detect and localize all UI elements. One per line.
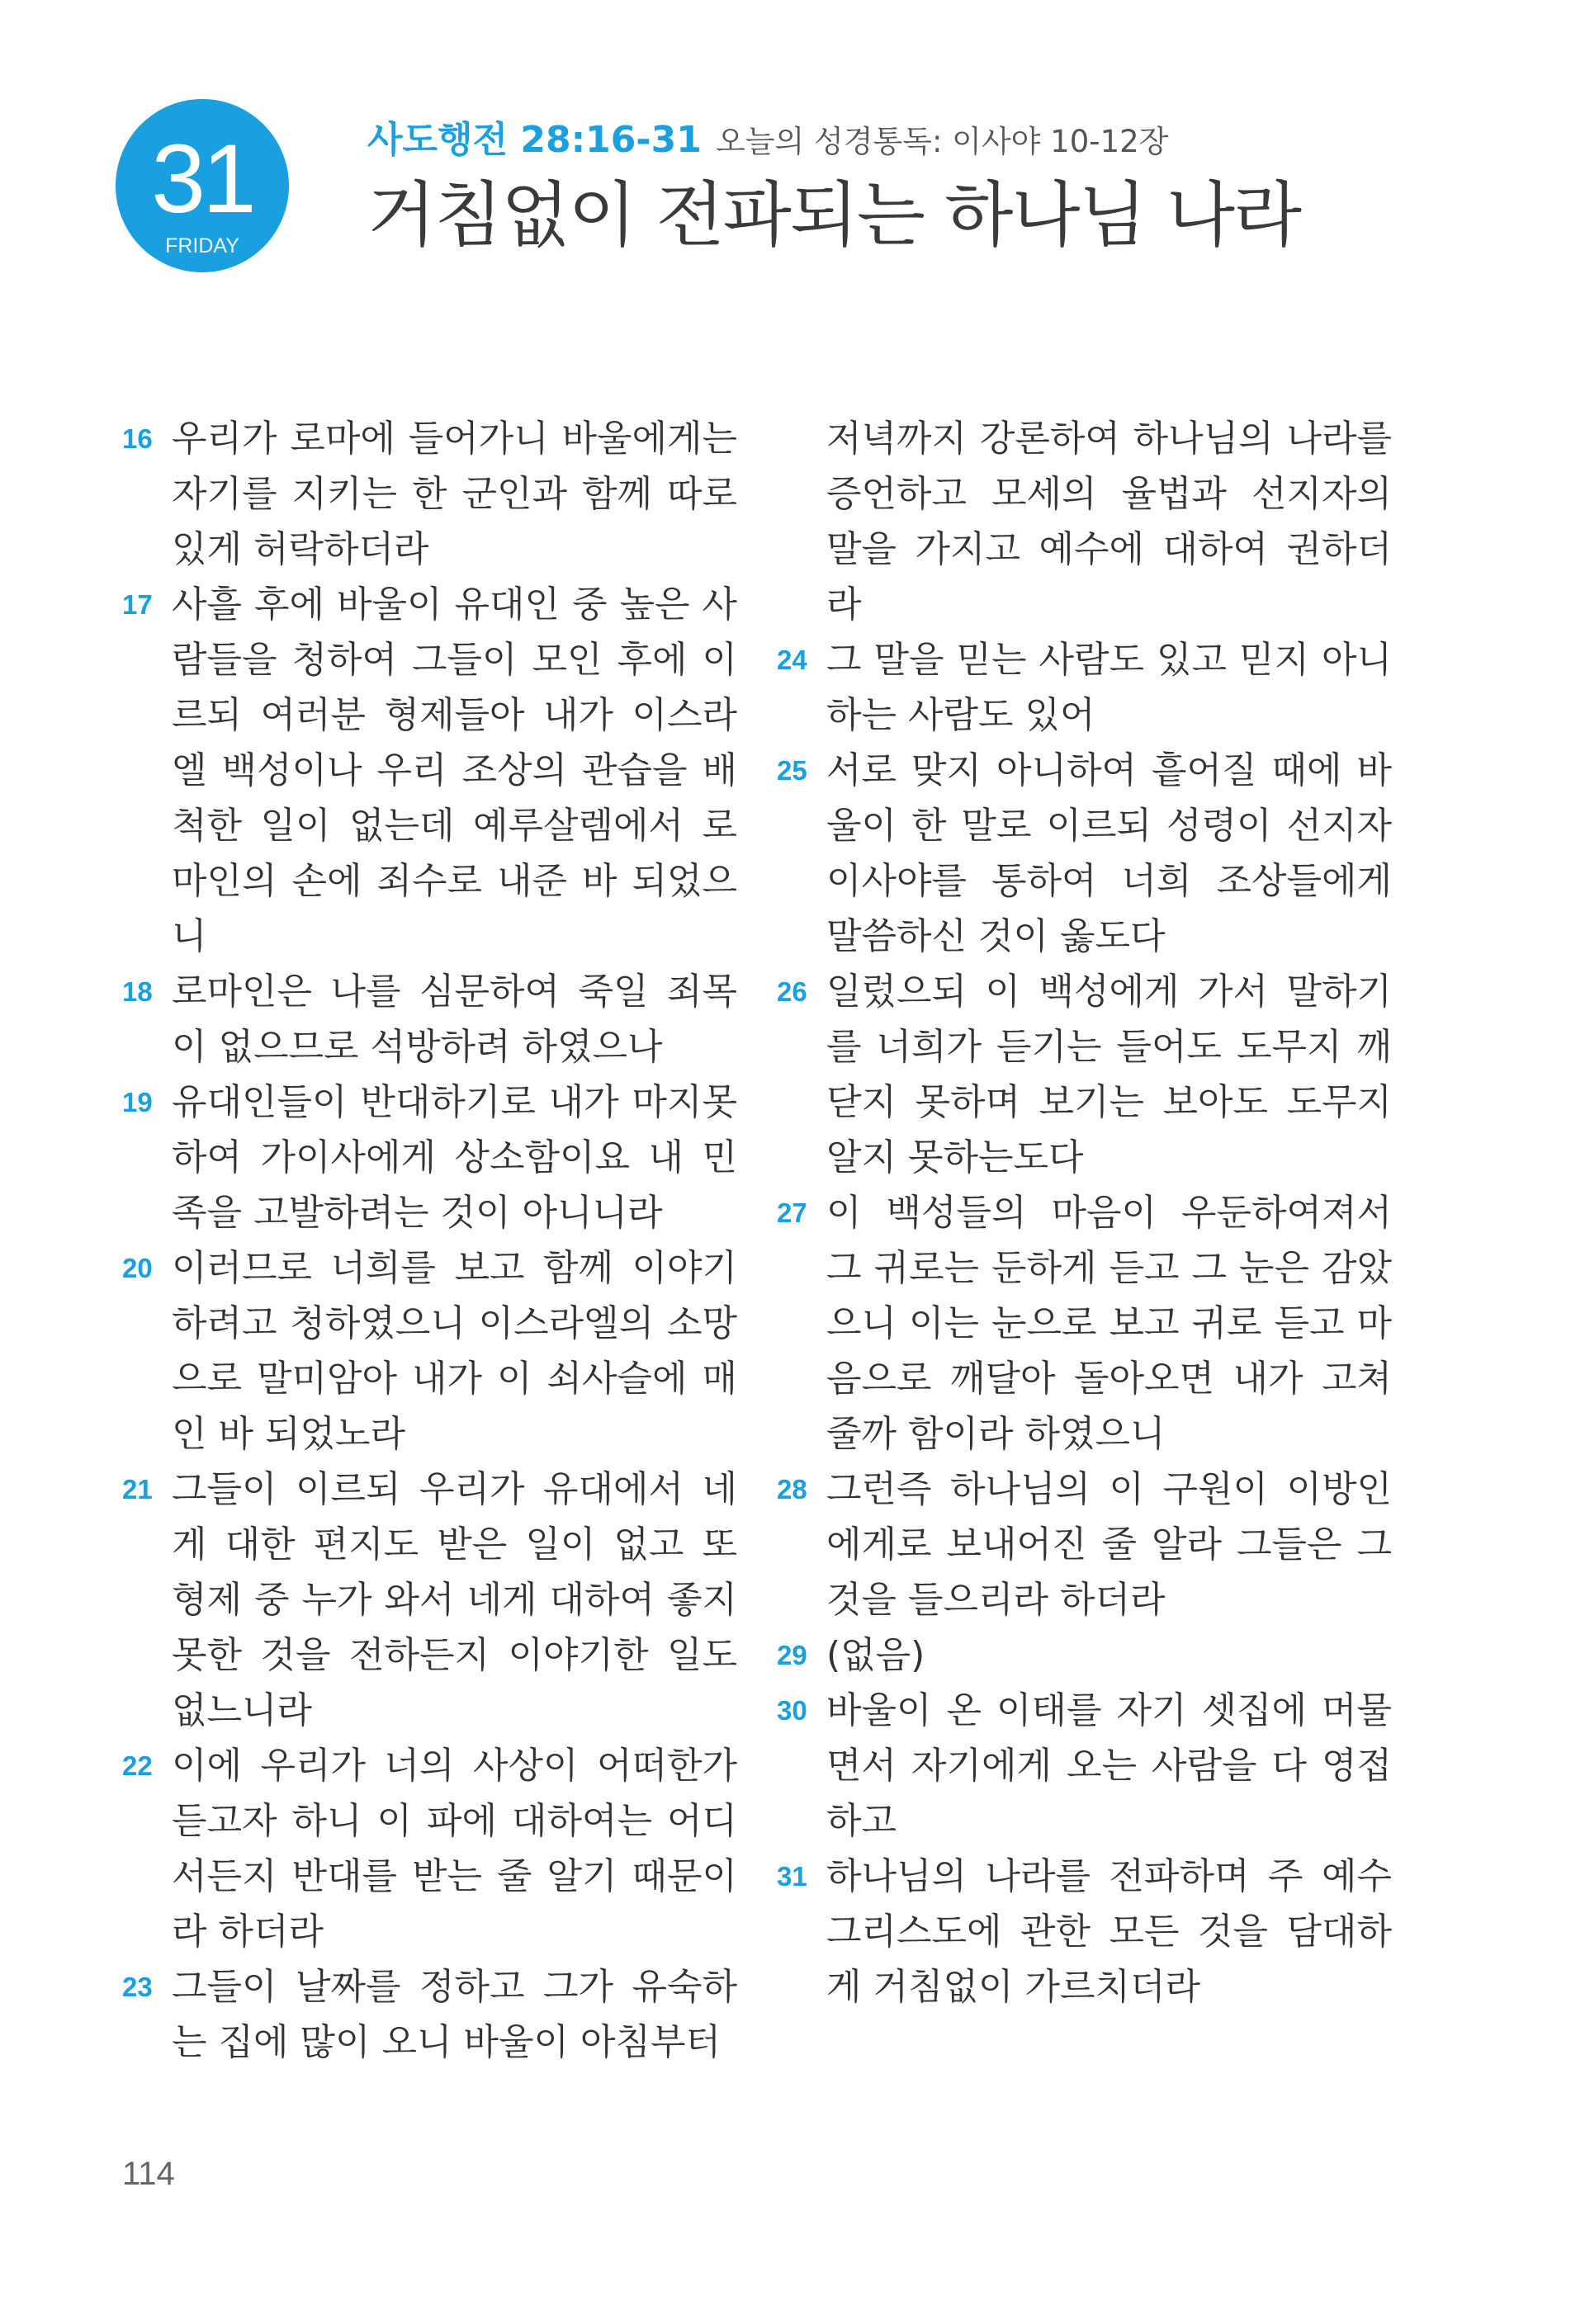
- scripture-columns: [122, 411, 1392, 2070]
- verse-text: 로마인은 나를 심문하여 죽일 죄목이 없으므로 석방하려 하였으나: [172, 971, 737, 1068]
- verse-text: (없음): [826, 1634, 925, 1676]
- verse-text: 사흘 후에 바울이 유대인 중 높은 사람들을 청하여 그들이 모인 후에 이르되 여러분 형제들아 내가 이스라엘 백성이나 우리 조상의 관습을 배척한 일이 없는데 예루살렘에서 로마인의 손에 죄수로 내준 바 되었으니: [172, 583, 737, 957]
- verse-number: 16: [122, 423, 153, 454]
- verse: [777, 964, 1392, 1185]
- verse: [777, 1627, 1392, 1683]
- verse-number: 30: [777, 1695, 807, 1726]
- verse-continuation: 저녁까지 강론하여 하나님의 나라를 증언하고 모세의 율법과 선지자의 말을 가지고 예수에 대하여 권하더라: [826, 418, 1392, 626]
- verse: [122, 1075, 737, 1240]
- verse-text: 바울이 온 이태를 자기 셋집에 머물면서 자기에게 오는 사람을 다 영접하고: [826, 1689, 1392, 1842]
- page-number: 114: [122, 2156, 175, 2192]
- date-weekday: FRIDAY: [165, 234, 239, 257]
- verse-number: 27: [777, 1197, 807, 1228]
- verse-text: 서로 맞지 아니하여 흩어질 때에 바울이 한 말로 이르되 성령이 선지자 이사야를 통하여 너희 조상들에게 말씀하신 것이 옳도다: [826, 749, 1392, 957]
- verse-text: 이 백성들의 마음이 우둔하여져서 그 귀로는 둔하게 듣고 그 눈은 감았으니 이는 눈으로 보고 귀로 듣고 마음으로 깨달아 돌아오면 내가 고쳐 줄까 함이라 하였으니: [826, 1192, 1392, 1455]
- verse-number: 19: [122, 1087, 153, 1117]
- verse: [777, 1185, 1392, 1462]
- verse-text: 그들이 이르되 우리가 유대에서 네게 대한 편지도 받은 일이 없고 또 형제 중 누가 와서 네게 대하여 좋지 못한 것을 전하든지 이야기한 일도 없느니라: [172, 1468, 737, 1731]
- verse-number: 21: [122, 1474, 153, 1504]
- verse-text: 우리가 로마에 들어가니 바울에게는 자기를 지키는 한 군인과 함께 따로 있게 허락하더라: [172, 418, 737, 570]
- verse-text: 그런즉 하나님의 이 구원이 이방인에게로 보내어진 줄 알라 그들은 그것을 들으리라 하더라: [826, 1468, 1392, 1621]
- verse-text: 일렀으되 이 백성에게 가서 말하기를 너희가 듣기는 들어도 도무지 깨닫지 못하며 보기는 보아도 도무지 알지 못하는도다: [826, 971, 1392, 1179]
- verse-text: 유대인들이 반대하기로 내가 마지못하여 가이사에게 상소함이요 내 민족을 고발하려는 것이 아니니라: [172, 1081, 737, 1234]
- verse-number: 31: [777, 1861, 807, 1892]
- verse-number: 22: [122, 1750, 153, 1781]
- verse-number: 18: [122, 976, 153, 1007]
- verse: [777, 743, 1392, 964]
- reading-plan: 오늘의 성경통독: 이사야 10-12장: [715, 124, 1169, 159]
- verse-number: 24: [777, 645, 807, 675]
- verse-number: 20: [122, 1253, 153, 1283]
- verse: [777, 1849, 1392, 2015]
- passage-reference: 사도행전 28:16-31: [367, 119, 702, 161]
- left-column: [122, 411, 737, 2070]
- verse: [777, 1462, 1392, 1627]
- passage-line: [367, 119, 1502, 161]
- verse: [122, 1462, 737, 1738]
- verse-text: 그들이 날짜를 정하고 그가 유숙하는 집에 많이 오니 바울이 아침부터: [172, 1966, 737, 2063]
- verse: [122, 1738, 737, 1959]
- verse: [122, 1959, 737, 2070]
- verse-text: 이러므로 너희를 보고 함께 이야기하려고 청하였으니 이스라엘의 소망으로 말미암아 내가 이 쇠사슬에 매인 바 되었노라: [172, 1247, 737, 1455]
- verse-number: 25: [777, 755, 807, 786]
- verse-number: 26: [777, 976, 807, 1007]
- right-column: [777, 411, 1392, 2070]
- page-header: [367, 119, 1502, 257]
- verse-number: 23: [122, 1972, 153, 2002]
- verse-text: 하나님의 나라를 전파하며 주 예수 그리스도에 관한 모든 것을 담대하게 거침없이 가르치더라: [826, 1855, 1392, 2008]
- verse-text: 이에 우리가 너의 사상이 어떠한가 듣고자 하니 이 파에 대하여는 어디서든지 반대를 받는 줄 알기 때문이라 하더라: [172, 1745, 737, 1953]
- verse-number: 28: [777, 1474, 807, 1504]
- verse-number: 29: [777, 1640, 807, 1670]
- date-day-number: 31: [151, 125, 253, 234]
- verse: [777, 632, 1392, 743]
- verse: [777, 1683, 1392, 1849]
- verse-number: 17: [122, 589, 153, 620]
- page-title: 거침없이 전파되는 하나님 나라: [367, 174, 1300, 257]
- verse: [122, 1240, 737, 1462]
- verse: [122, 964, 737, 1075]
- verse: [122, 577, 737, 964]
- verse: [122, 411, 737, 577]
- verse-text: 그 말을 믿는 사람도 있고 믿지 아니하는 사람도 있어: [826, 639, 1392, 736]
- date-badge: [116, 99, 289, 272]
